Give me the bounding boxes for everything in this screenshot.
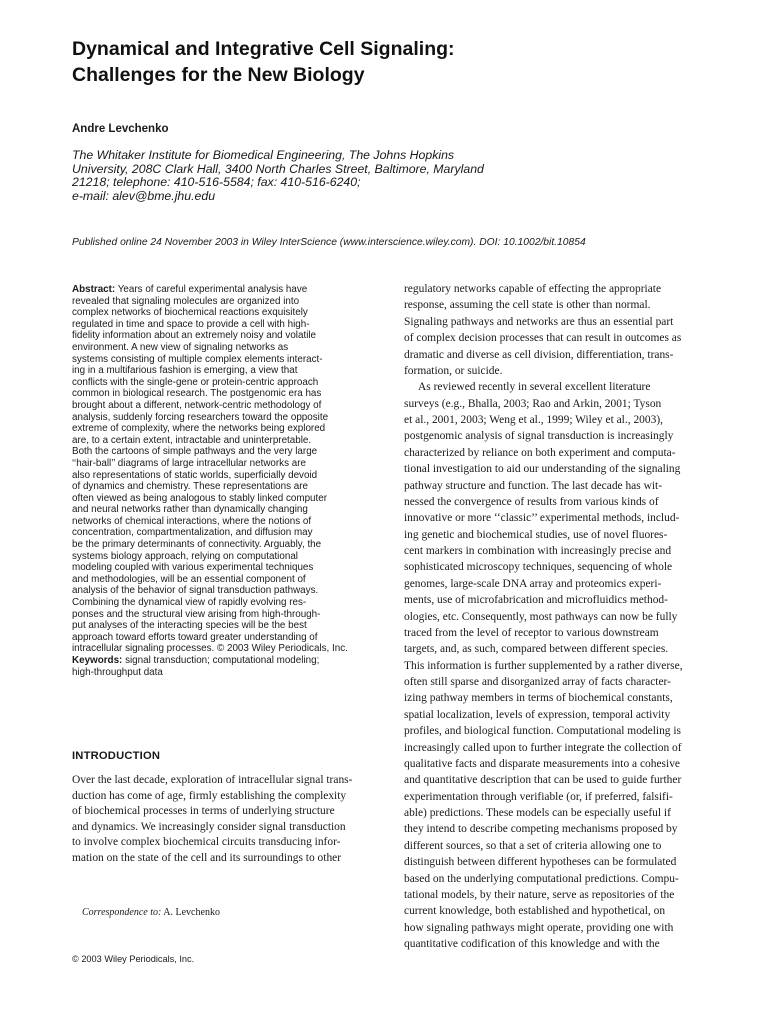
body-line: innovative or more ‘‘classic’’ experimental methods, includ- bbox=[404, 512, 680, 525]
abstract-line: regulated in time and space to provide a cell with high- bbox=[72, 318, 310, 330]
keywords-line bbox=[72, 655, 382, 667]
abstract-line: Combining the dynamical view of rapidly evolving res- bbox=[72, 597, 307, 609]
abstract-line: analysis of the behavior of signal transduction pathways. bbox=[72, 585, 319, 597]
body-line: This information is further supplemented by a rather diverse, bbox=[404, 659, 683, 672]
author-name: Andre Levchenko bbox=[72, 123, 169, 135]
body-line: ing genetic and biochemical studies, use of novel fluores- bbox=[404, 528, 668, 541]
intro-line: mation on the state of the cell and its surroundings to other bbox=[72, 851, 342, 864]
body-line: ologies, etc. Consequently, most pathways can now be fully bbox=[404, 610, 678, 623]
abstract-line: and neural networks rather than dynamically changing bbox=[72, 504, 308, 516]
body-line: spatial localization, levels of expression, temporal activity bbox=[404, 708, 671, 721]
abstract-line: environment. A new view of signaling networks as bbox=[72, 341, 289, 353]
abstract-line: revealed that signaling molecules are organized into bbox=[72, 295, 300, 307]
keywords-label: Keywords: bbox=[72, 655, 123, 666]
body-line: cent markers in combination with increasingly precise and bbox=[404, 545, 672, 557]
intro-line: duction has come of age, firmly establishing the complexity bbox=[72, 789, 347, 802]
body-line: current knowledge, both established and hypothetical, on bbox=[404, 905, 666, 918]
title-line: Challenges for the New Biology bbox=[72, 64, 365, 86]
abstract bbox=[72, 284, 382, 678]
affiliation-line: e-mail: alev@bme.jhu.edu bbox=[72, 188, 216, 203]
abstract-line: ing in a multifarious fashion is emerging, a view that bbox=[72, 365, 298, 377]
body-line: traced from the level of receptor to various downstream bbox=[404, 626, 659, 639]
publication-info: Published online 24 November 2003 in Wiley InterScience (www.interscience.wiley.com). DOI: 10.1002/bit.10854 bbox=[72, 237, 586, 248]
body-line: of complex decision processes that can result in outcomes as bbox=[404, 332, 682, 345]
abstract-line: Both the cartoons of simple pathways and the very large bbox=[72, 446, 318, 458]
abstract-line: modeling coupled with various experimental techniques bbox=[72, 562, 314, 574]
abstract-line: often viewed as being analogous to stably linked computer bbox=[72, 492, 328, 504]
abstract-line: analysis, suddenly forcing researchers toward the opposite bbox=[72, 411, 329, 423]
abstract-text: Years of careful experimental analysis have bbox=[115, 284, 308, 295]
body-line: and quantitative description that can be used to guide further bbox=[404, 774, 682, 787]
body-line: increasingly called upon to further integrate the collection of bbox=[404, 741, 682, 754]
abstract-line: and methodologies, will be an essential component of bbox=[72, 573, 306, 585]
abstract-line: ‘‘hair-ball’’ diagrams of large intracellular networks are bbox=[72, 457, 306, 469]
body-line: izing pathway members in terms of biochemical constants, bbox=[404, 692, 673, 705]
body-line: Signaling pathways and networks are thus an essential part bbox=[404, 315, 674, 328]
abstract-line: brought about a different, network-centric methodology of bbox=[72, 399, 322, 411]
section-heading-introduction: INTRODUCTION bbox=[72, 750, 161, 762]
affiliation-line: University, 208C Clark Hall, 3400 North Charles Street, Baltimore, Maryland bbox=[72, 161, 484, 176]
title-line: Dynamical and Integrative Cell Signaling: bbox=[72, 38, 455, 60]
body-line: different sources, so that a set of criteria allowing one to bbox=[404, 839, 662, 852]
abstract-line: are, to a certain extent, intractable and uninterpretable. bbox=[72, 434, 312, 446]
abstract-line: intracellular signaling processes. © 2003 Wiley Periodicals, Inc. bbox=[72, 643, 348, 655]
correspondence-name: A. Levchenko bbox=[161, 907, 220, 918]
copyright-notice: © 2003 Wiley Periodicals, Inc. bbox=[72, 954, 195, 964]
body-line: able) predictions. These models can be especially useful if bbox=[404, 807, 671, 819]
abstract-line: concentration, compartmentalization, and diffusion may bbox=[72, 527, 313, 539]
affiliation-line: 21218; telephone: 410-516-5584; fax: 410-516-6240; bbox=[72, 175, 361, 189]
body-line: pathway structure and function. The last decade has wit- bbox=[404, 479, 662, 492]
abstract-label: Abstract: bbox=[72, 284, 116, 295]
abstract-line: networks of chemical interactions, where the notions of bbox=[72, 515, 312, 527]
body-line: genomes, large-scale DNA array and proteomics experi- bbox=[404, 577, 662, 590]
paper-title bbox=[72, 36, 712, 88]
intro-line: Over the last decade, exploration of intracellular signal trans- bbox=[72, 774, 353, 786]
abstract-line: put analyses of the interacting species will be the best bbox=[72, 620, 307, 632]
body-line: regulatory networks capable of effecting the appropriate bbox=[404, 283, 662, 295]
right-column-text bbox=[404, 281, 714, 952]
body-line: targets, and, as such, compared between different species. bbox=[404, 643, 669, 656]
introduction-text bbox=[72, 773, 382, 867]
abstract-line: approach toward efforts toward greater understanding of bbox=[72, 631, 318, 643]
body-line: ments, use of microfabrication and microfluidics method- bbox=[404, 594, 668, 607]
intro-line: and dynamics. We increasingly consider signal transduction bbox=[72, 820, 346, 833]
abstract-line: ponses and the structural view arising from high-through- bbox=[72, 608, 321, 620]
intro-line: of biochemical processes in terms of underlying structure bbox=[72, 805, 335, 818]
body-line: distinguish between different hypotheses can be formulated bbox=[404, 856, 677, 869]
abstract-body bbox=[72, 296, 382, 655]
body-line: et al., 2001, 2003; Weng et al., 1999; Wiley et al., 2003), bbox=[404, 414, 663, 426]
body-line: As reviewed recently in several excellent literature bbox=[418, 381, 651, 394]
abstract-line: systems consisting of multiple complex elements interact- bbox=[72, 353, 323, 365]
keywords-line: high-throughput data bbox=[72, 666, 163, 678]
body-line: tional investigation to aid our understanding of the signaling bbox=[404, 463, 681, 476]
body-line: experimentation through verifiable (or, if preferred, falsifi- bbox=[404, 790, 673, 803]
body-line: often still sparse and disorganized array of facts character- bbox=[404, 676, 671, 688]
body-line: postgenomic analysis of signal transduction is increasingly bbox=[404, 430, 674, 443]
body-line: response, assuming the cell state is other than normal. bbox=[404, 299, 651, 312]
abstract-line: be the primary determinants of connectivity. Arguably, the bbox=[72, 539, 322, 551]
body-line: formation, or suicide. bbox=[404, 364, 503, 377]
body-line: surveys (e.g., Bhalla, 2003; Rao and Arkin, 2001; Tyson bbox=[404, 397, 662, 410]
abstract-first-line bbox=[72, 284, 382, 296]
body-line: they intend to describe competing mechanisms proposed by bbox=[404, 823, 678, 836]
author-affiliation bbox=[72, 149, 712, 203]
correspondence-note bbox=[82, 907, 220, 918]
abstract-line: conflicts with the single-gene or protein-centric approach bbox=[72, 376, 319, 388]
body-line: based on the underlying computational predictions. Compu- bbox=[404, 872, 679, 885]
body-line: qualitative facts and disparate measurements into a cohesive bbox=[404, 757, 680, 770]
body-line: how signaling pathways might operate, providing one with bbox=[404, 921, 674, 934]
abstract-line: common in biological research. The postgenomic era has bbox=[72, 388, 322, 400]
abstract-line: fidelity information about an extremely noisy and volatile bbox=[72, 330, 317, 342]
intro-line: to involve complex biochemical circuits transducing infor- bbox=[72, 836, 341, 849]
affiliation-line: The Whitaker Institute for Biomedical Engineering, The Johns Hopkins bbox=[72, 148, 455, 162]
body-line: nessed the convergence of results from various kinds of bbox=[404, 495, 659, 508]
abstract-line: complex networks of biochemical reactions exquisitely bbox=[72, 307, 308, 319]
keywords-text: signal transduction; computational modeling; bbox=[122, 655, 320, 666]
body-line: tational models, by their nature, serve as repositories of the bbox=[404, 888, 675, 901]
abstract-line: systems biology approach, relying on computational bbox=[72, 550, 298, 562]
body-line: quantitative codification of this knowledge and with the bbox=[404, 938, 660, 950]
body-line: profiles, and biological function. Computational modeling is bbox=[404, 725, 681, 738]
abstract-line: extreme of complexity, where the networks being explored bbox=[72, 423, 326, 435]
body-line: dramatic and diverse as cell division, differentiation, trans- bbox=[404, 348, 674, 361]
correspondence-label: Correspondence to: bbox=[82, 907, 162, 918]
abstract-line: also representations of static worlds, superficially devoid bbox=[72, 469, 318, 481]
body-line: characterized by reliance on both experiment and computa- bbox=[404, 446, 676, 459]
abstract-line: of dynamics and chemistry. These representations are bbox=[72, 481, 308, 493]
body-line: sophisticated microscopy techniques, sequencing of whole bbox=[404, 561, 673, 574]
